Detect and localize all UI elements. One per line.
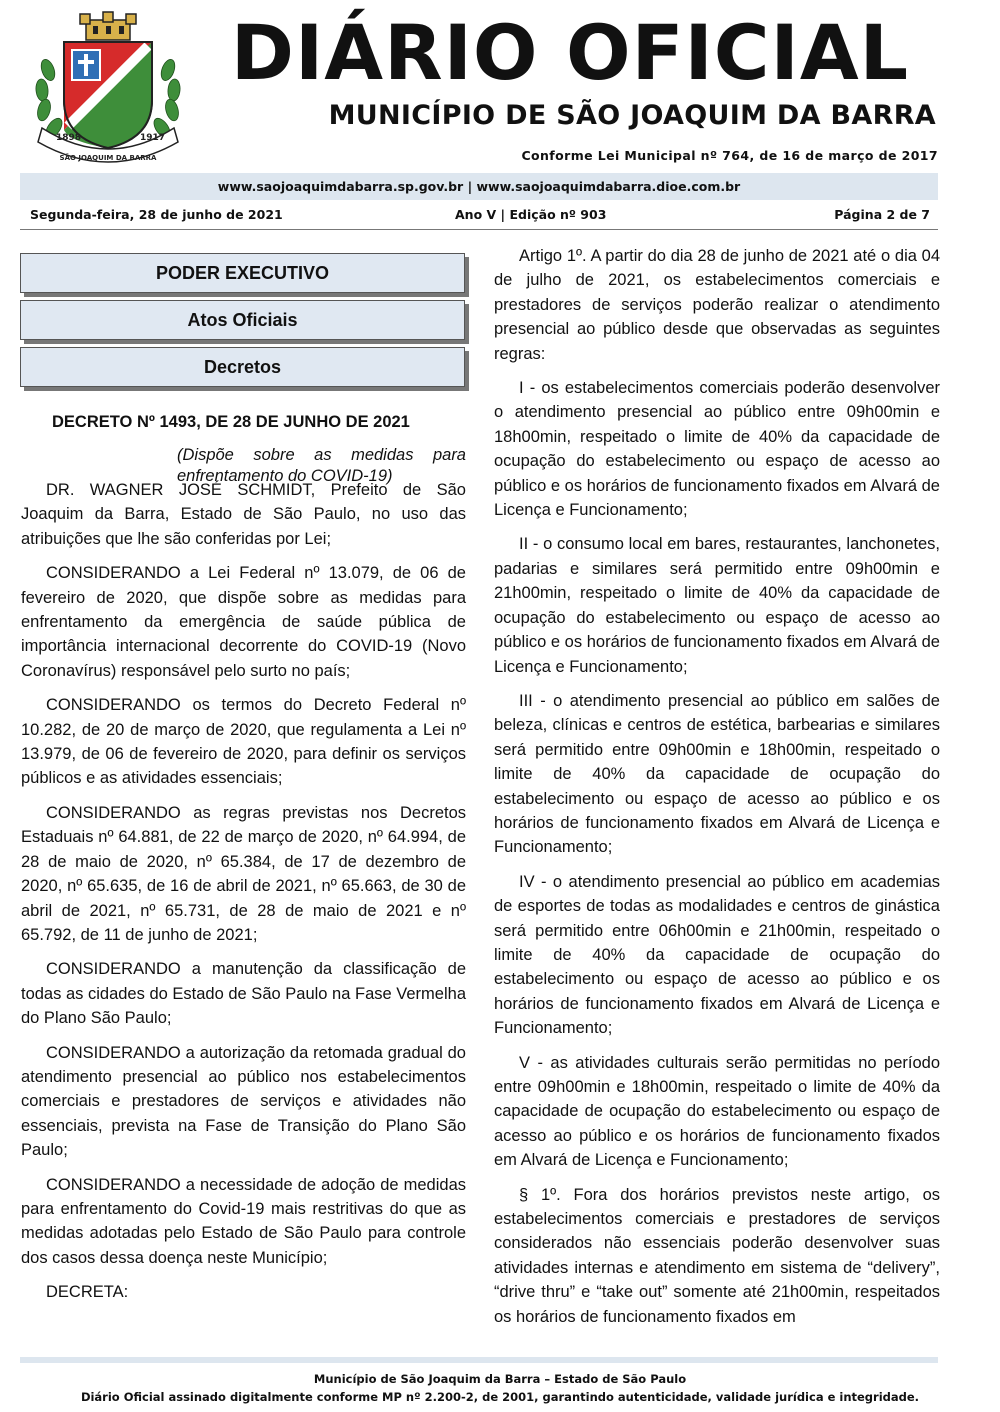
paragraph: CONSIDERANDO os termos do Decreto Federal nº 10.282, de 20 de março de 2020, que regulamenta a Lei nº 13.979, de 06 de fevereiro de 2020, para definir os serviços públicos e as atividades essenciais; — [21, 696, 466, 788]
section-header-acts: Atos Oficiais — [20, 300, 465, 340]
svg-text:1917: 1917 — [140, 133, 166, 143]
footer-divider — [20, 1357, 938, 1363]
crown-icon — [80, 12, 136, 40]
website-links[interactable]: www.saojoaquimdabarra.sp.gov.br | www.saojoaquimdabarra.dioe.com.br — [20, 173, 938, 200]
footer-signature-notice: Diário Oficial assinado digitalmente conforme MP nº 2.200-2, de 2001, garantindo autenticidade, validade jurídica e integridade. — [80, 1390, 920, 1404]
municipality-name: MUNICÍPIO DE SÃO JOAQUIM DA BARRA — [328, 100, 936, 131]
article-paragraph: III - o atendimento presencial ao público em salões de beleza, clínicas e centros de estética, barbearias e similares será permitido entre 09h00min e 18h00min, respeitado o limite de 40% da capacidade de ocupação do estabelecimento ou espaço de acesso ao público e os horários de funcionamento fixados em Alvará de Licença e Funcionamento; — [494, 691, 940, 857]
gazette-title: DIÁRIO OFICIAL — [230, 8, 910, 97]
article-paragraph: § 1º. Fora dos horários previstos neste artigo, os estabelecimentos comerciais e prestadores de serviços considerados não essenciais poderão desenvolver suas atividades internas e atendimento em sistema de “delivery”, “drive thru” e “take out” somente até 21h00min, respeitados os horários de funcionamento fixados em — [494, 1185, 940, 1326]
left-column — [21, 478, 466, 1315]
paragraph: CONSIDERANDO a Lei Federal nº 13.079, de 06 de fevereiro de 2020, que dispõe sobre as medidas para enfrentamento da emergência de saúde pública de importância internacional decorrente do COVID-19 (Novo Coronavírus) responsável pelo surto no país; — [21, 564, 466, 680]
footer-municipality: Município de São Joaquim da Barra – Estado de São Paulo — [313, 1372, 687, 1386]
decree-summary: (Dispõe sobre as medidas para enfrentamento do COVID-19) — [177, 446, 466, 485]
section-header-decrees: Decretos — [20, 347, 465, 387]
paragraph: CONSIDERANDO a autorização da retomada gradual do atendimento presencial ao público nos estabelecimentos comerciais e prestadores de serviços e atividades não essenciais, prevista na Fase de Transição do Plano São Paulo; — [21, 1043, 466, 1160]
article-paragraph: IV - o atendimento presencial ao público em academias de esportes de todas as modalidades e centros de ginástica será permitido entre 06h00min e 21h00min, respeitado o limite de 40% da capacidade de ocupação do estabelecimento ou espaço de acesso ao público e os horários de funcionamento fixados em Alvará de Licença e Funcionamento; — [494, 872, 940, 1038]
divider — [20, 229, 938, 230]
right-column — [494, 244, 940, 1339]
article-paragraph: Artigo 1º. A partir do dia 28 de junho de 2021 até o dia 04 de julho de 2021, os estabelecimentos comerciais e prestadores de serviços poderão realizar o atendimento presencial ao público desde que observadas as seguintes regras: — [494, 247, 940, 363]
paragraph: CONSIDERANDO a manutenção da classificação de todas as cidades do Estado de São Paulo na Fase Vermelha do Plano São Paulo; — [21, 960, 466, 1028]
decree-title: DECRETO Nº 1493, DE 28 DE JUNHO DE 2021 — [52, 413, 410, 431]
paragraph: DECRETA: — [46, 1283, 129, 1302]
article-paragraph: II - o consumo local em bares, restaurantes, lanchonetes, padarias e similares será permitido entre 09h00min e 21h00min, respeitado o limite de 40% da capacidade de ocupação do estabelecimento ou espaço de acesso ao público e os horários de funcionamento fixados em Alvará de Licença e Funcionamento; — [494, 535, 940, 676]
page-number: Página 2 de 7 — [834, 207, 930, 222]
paragraph: CONSIDERANDO a necessidade de adoção de medidas para enfrentamento do Covid-19 mais restritivas do que as medidas adotadas pelo Estado de São Paulo para controle dos casos dessa doença neste Município; — [21, 1175, 466, 1267]
svg-text:SÃO JOAQUIM DA BARRA: SÃO JOAQUIM DA BARRA — [59, 154, 157, 162]
law-reference: Conforme Lei Municipal nº 764, de 16 de março de 2017 — [521, 148, 938, 163]
article-paragraph: I - os estabelecimentos comerciais poderão desenvolver o atendimento presencial ao público entre 09h00min e 18h00min, respeitado o limite de 40% da capacidade de ocupação do estabelecimento ou espaço de acesso ao público e os horários de funcionamento fixados em Alvará de Licença e Funcionamento; — [494, 379, 940, 520]
section-header-executive: PODER EXECUTIVO — [20, 253, 465, 293]
edition-info: Ano V | Edição nº 903 — [455, 207, 607, 222]
paragraph: DR. WAGNER JOSÉ SCHMIDT, Prefeito de São Joaquim da Barra, Estado de São Paulo, no uso das atribuições que lhe são conferidas por Lei; — [21, 481, 466, 548]
paragraph: CONSIDERANDO as regras previstas nos Decretos Estaduais nº 64.881, de 22 de março de 2020, nº 64.994, de 28 de maio de 2020, nº 65.384, de 17 de dezembro de 2020, nº 65.635, de 16 de abril de 2021, nº 65.663, de 30 de abril de 2021, nº 65.731, de 28 de maio de 2021 e nº 65.792, de 11 de junho de 2021; — [21, 803, 466, 944]
issue-info-row — [20, 207, 930, 227]
issue-date: Segunda-feira, 28 de junho de 2021 — [30, 207, 283, 222]
municipal-crest-logo — [28, 10, 188, 170]
article-paragraph: V - as atividades culturais serão permitidas no período entre 09h00min e 18h00min, respeitado o limite de 40% da capacidade de ocupação do estabelecimento ou espaço de acesso ao público e os horários de funcionamento fixados em Alvará de Licença e Funcionamento; — [494, 1053, 940, 1170]
svg-text:1898: 1898 — [56, 133, 82, 143]
